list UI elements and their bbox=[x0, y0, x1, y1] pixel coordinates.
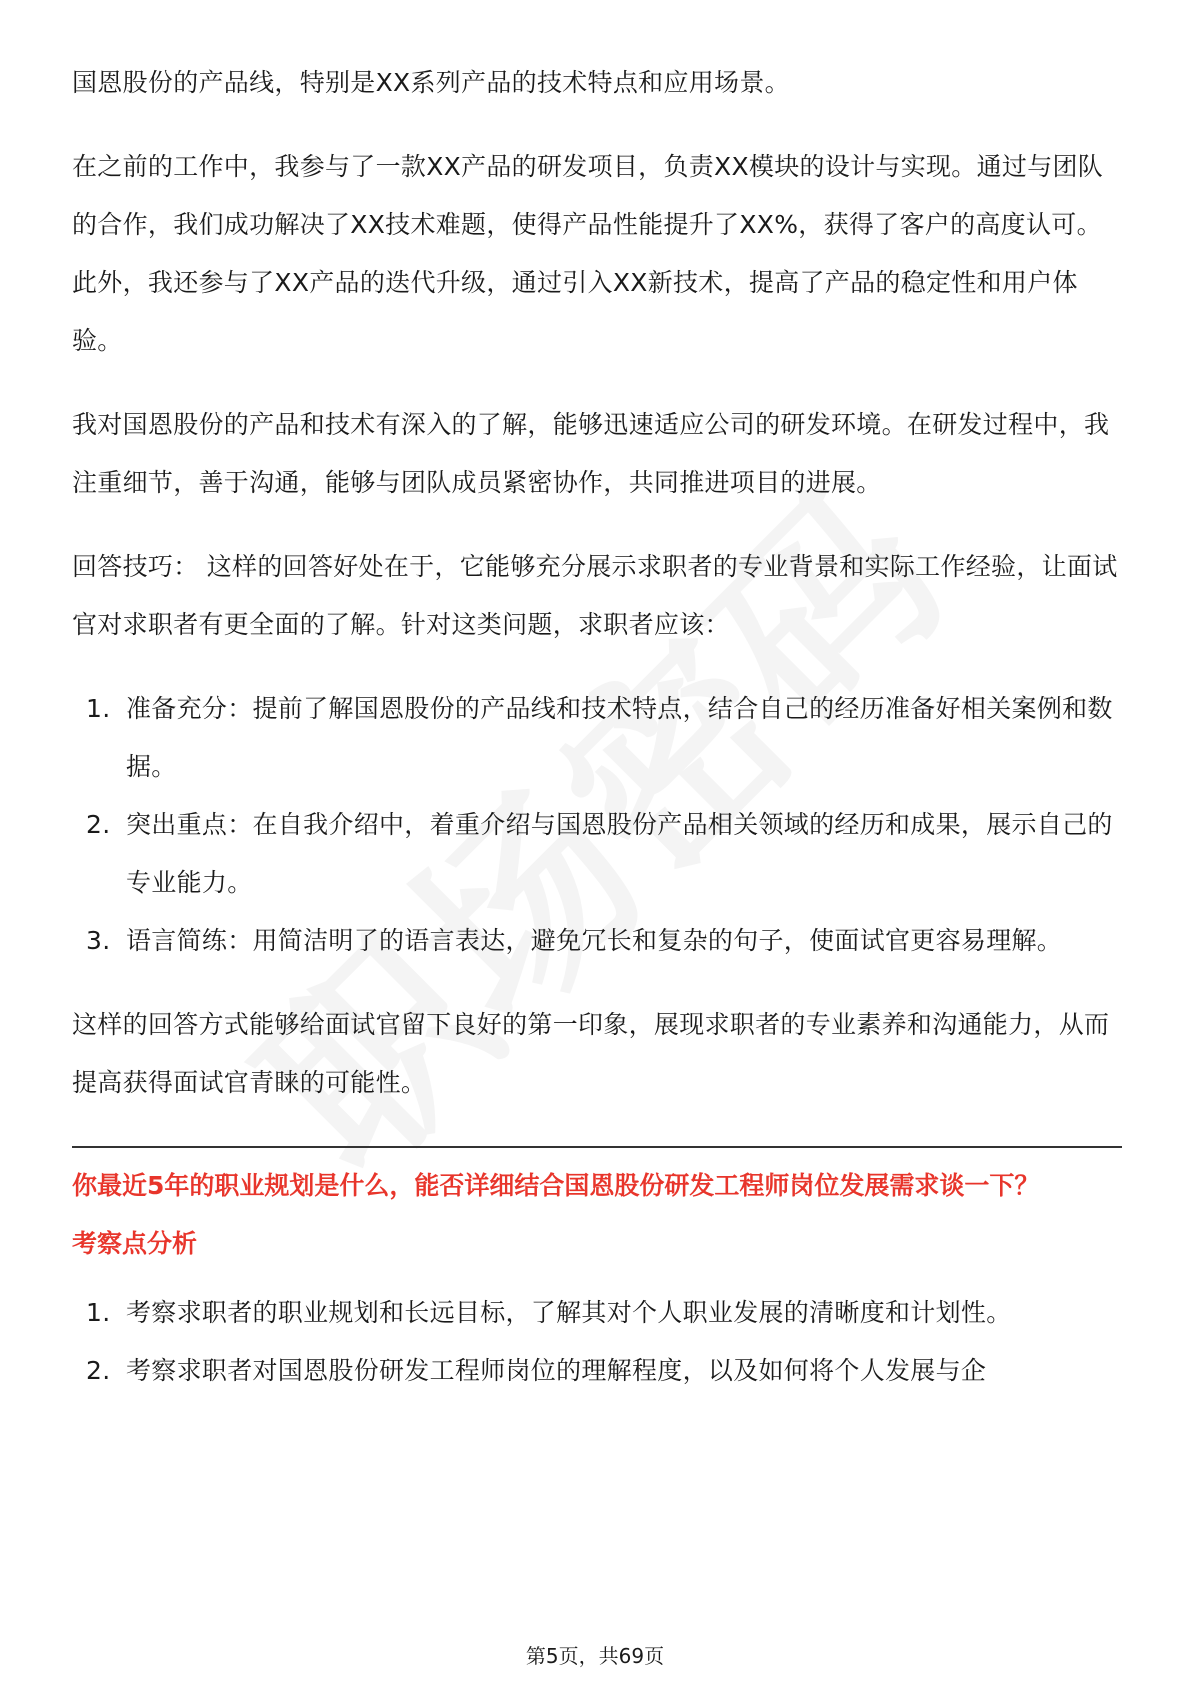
paragraph-answer-tips: 回答技巧： 这样的回答好处在于，它能够充分展示求职者的专业背景和实际工作经验，让面试官对求职者有更全面的了解。针对这类问题，求职者应该： bbox=[72, 552, 1118, 639]
section-divider bbox=[72, 1146, 1122, 1148]
list-item bbox=[72, 796, 1122, 912]
list-item-text: 突出重点：在自我介绍中，着重介绍与国恩股份产品相关领域的经历和成果，展示自己的专业能力。 bbox=[126, 810, 1113, 897]
list-item-text: 语言简练：用简洁明了的语言表达，避免冗长和复杂的句子，使面试官更容易理解。 bbox=[126, 926, 1063, 955]
list-item bbox=[72, 1342, 1122, 1400]
list-number: 1. bbox=[86, 1298, 111, 1327]
document-page bbox=[72, 54, 1122, 1426]
page-footer: 第5页，共69页 bbox=[525, 1644, 665, 1668]
list-item-text: 准备充分：提前了解国恩股份的产品线和技术特点，结合自己的经历准备好相关案例和数据。 bbox=[126, 694, 1113, 781]
paragraph-understanding: 我对国恩股份的产品和技术有深入的了解，能够迅速适应公司的研发环境。在研发过程中，我注重细节，善于沟通，能够与团队成员紧密协作，共同推进项目的进展。 bbox=[72, 410, 1110, 497]
paragraph-closing: 这样的回答方式能够给面试官留下良好的第一印象，展现求职者的专业素养和沟通能力，从而提高获得面试官青睐的可能性。 bbox=[72, 1010, 1110, 1097]
list-item-text: 考察求职者对国恩股份研发工程师岗位的理解程度，以及如何将个人发展与企 bbox=[126, 1356, 987, 1385]
list-number: 1. bbox=[86, 694, 111, 723]
list-item-text: 考察求职者的职业规划和长远目标，了解其对个人职业发展的清晰度和计划性。 bbox=[126, 1298, 1012, 1327]
list-number: 2. bbox=[86, 810, 111, 839]
paragraph-project-experience: 在之前的工作中，我参与了一款XX产品的研发项目，负责XX模块的设计与实现。通过与团队的合作，我们成功解决了XX技术难题，使得产品性能提升了XX%，获得了客户的高度认可。此外，我还参与了XX产品的迭代升级，通过引入XX新技术，提高了产品的稳定性和用户体验。 bbox=[72, 152, 1104, 355]
analysis-list bbox=[72, 1284, 1122, 1400]
list-number: 3. bbox=[86, 926, 111, 955]
paragraph-product-line: 国恩股份的产品线，特别是XX系列产品的技术特点和应用场景。 bbox=[72, 68, 790, 97]
list-number: 2. bbox=[86, 1356, 111, 1385]
list-item bbox=[72, 680, 1122, 796]
tips-list bbox=[72, 680, 1122, 970]
analysis-heading: 考察点分析 bbox=[72, 1229, 198, 1258]
list-item bbox=[72, 1284, 1122, 1342]
interview-question: 你最近5年的职业规划是什么，能否详细结合国恩股份研发工程师岗位发展需求谈一下？ bbox=[72, 1171, 1040, 1200]
list-item bbox=[72, 912, 1122, 970]
